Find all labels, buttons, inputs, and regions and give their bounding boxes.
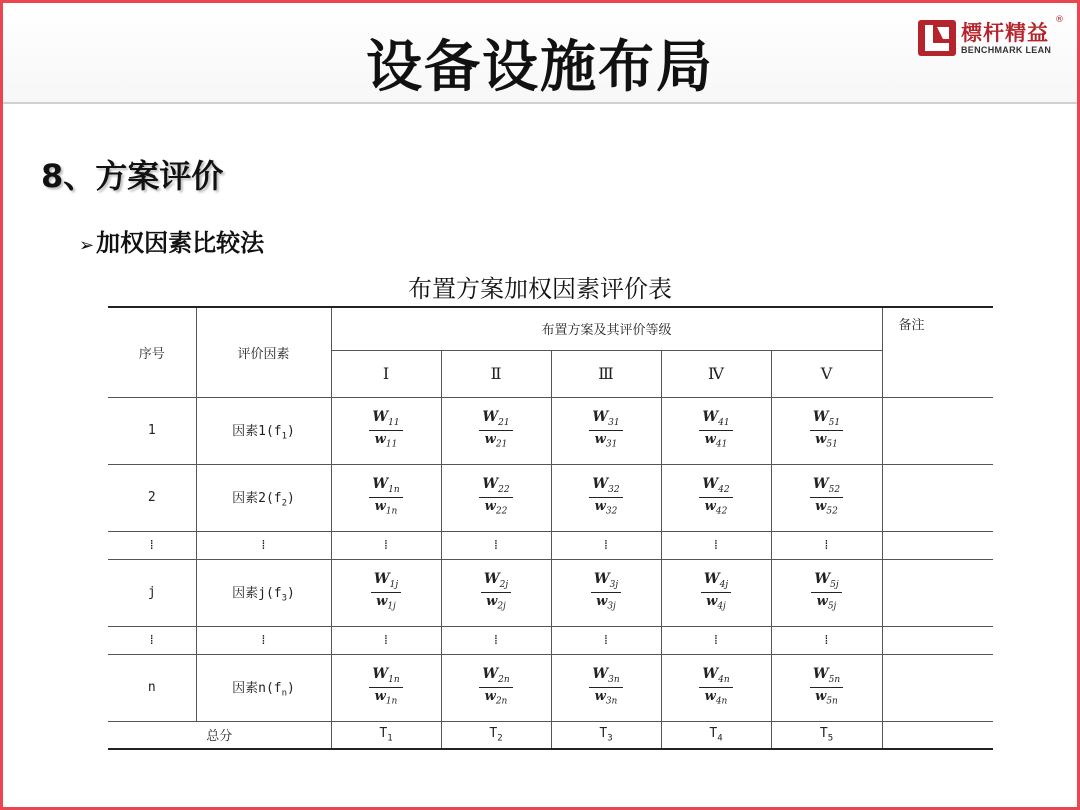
score-cell	[441, 559, 551, 626]
factor-close: )	[287, 680, 295, 696]
weight-symbol: w	[484, 689, 496, 705]
weighted-fraction	[810, 410, 843, 450]
weight-index: 2j	[497, 601, 506, 612]
factor-close: )	[287, 423, 295, 439]
factor-variable: j	[258, 585, 266, 601]
remark-cell	[882, 397, 993, 464]
row-seq: 2	[108, 464, 196, 531]
total-score-cell	[771, 721, 882, 749]
ellipsis-cell: ⁞	[551, 531, 661, 559]
total-symbol: T	[599, 725, 608, 741]
weight-index: 11	[385, 439, 398, 450]
weighted-score-symbol: W	[593, 571, 610, 588]
score-cell	[441, 397, 551, 464]
weighted-fraction	[701, 572, 731, 612]
factor-text: 因素	[232, 423, 259, 439]
factor-open: (f	[265, 423, 282, 439]
weighted-fraction	[479, 477, 512, 517]
fraction-numerator	[369, 667, 402, 688]
fraction-denominator	[589, 431, 622, 450]
weighted-fraction	[589, 667, 622, 707]
ellipsis-row	[108, 531, 993, 559]
weighted-score-symbol: W	[702, 409, 719, 426]
weighted-score-index: 3j	[609, 580, 619, 591]
total-score-cell	[441, 721, 551, 749]
weighted-fraction	[591, 572, 621, 612]
weight-symbol: w	[486, 594, 498, 610]
header-scheme-group: 布置方案及其评价等级	[331, 307, 882, 350]
score-cell	[551, 654, 661, 721]
header-remark: 备注	[882, 307, 993, 397]
weighted-fraction	[479, 667, 512, 707]
remark-cell	[882, 721, 993, 749]
score-cell	[661, 397, 771, 464]
fraction-denominator	[589, 498, 622, 517]
weighted-score-index: 52	[828, 485, 841, 496]
ellipsis-cell: ⁞	[771, 626, 882, 654]
weighted-score-index: 1n	[388, 485, 400, 496]
fraction-numerator	[589, 410, 622, 431]
fraction-numerator	[810, 410, 843, 431]
ellipsis-cell: ⁞	[196, 626, 331, 654]
weighted-score-index: 31	[608, 418, 620, 429]
table-row	[108, 654, 993, 721]
ellipsis-cell	[882, 626, 993, 654]
weighted-score-index: 1j	[389, 580, 399, 591]
ellipsis-cell: ⁞	[661, 531, 771, 559]
weighted-score-symbol: W	[814, 571, 831, 588]
score-cell	[551, 397, 661, 464]
weighted-score-symbol: W	[372, 409, 389, 426]
fraction-denominator	[479, 431, 512, 450]
header-scheme-4: Ⅳ	[661, 350, 771, 397]
fraction-numerator	[479, 477, 512, 498]
fraction-denominator	[369, 431, 402, 450]
fraction-denominator	[369, 688, 402, 707]
weight-symbol: w	[374, 689, 386, 705]
factor-variable: 1	[258, 423, 266, 439]
weight-symbol: w	[596, 594, 608, 610]
bullet-text: 加权因素比较法	[96, 229, 265, 257]
score-cell	[331, 397, 441, 464]
weight-symbol: w	[704, 499, 716, 515]
fraction-denominator	[369, 498, 402, 517]
fraction-denominator	[810, 498, 843, 517]
weighted-score-symbol: W	[812, 666, 829, 683]
ellipsis-cell: ⁞	[196, 531, 331, 559]
fraction-numerator	[810, 477, 843, 498]
score-cell	[551, 559, 661, 626]
weight-index: 32	[605, 506, 618, 517]
benchmark-logo-icon	[917, 19, 957, 57]
factor-text: 因素	[232, 490, 259, 506]
weight-index: 31	[605, 439, 618, 450]
weighted-fraction	[369, 477, 402, 517]
total-index: 4	[717, 733, 723, 744]
weighted-score-symbol: W	[482, 666, 499, 683]
score-cell	[771, 397, 882, 464]
weight-symbol: w	[374, 432, 386, 448]
row-factor	[196, 654, 331, 721]
weight-symbol: w	[815, 499, 827, 515]
row-factor	[196, 397, 331, 464]
score-cell	[441, 464, 551, 531]
score-cell	[771, 464, 882, 531]
weighted-score-index: 22	[498, 485, 510, 496]
ellipsis-row	[108, 626, 993, 654]
weighted-fraction	[699, 410, 732, 450]
weight-index: 42	[715, 506, 728, 517]
row-factor	[196, 559, 331, 626]
fraction-numerator	[479, 667, 512, 688]
fraction-denominator	[481, 593, 511, 612]
ellipsis-cell: ⁞	[441, 626, 551, 654]
weighted-fraction	[589, 477, 622, 517]
logo-english-text: BENCHMARK LEAN	[961, 45, 1052, 55]
fraction-denominator	[699, 688, 732, 707]
weighted-score-symbol: W	[812, 409, 829, 426]
factor-variable: 2	[258, 490, 266, 506]
header-scheme-2: Ⅱ	[441, 350, 551, 397]
fraction-denominator	[589, 688, 622, 707]
ellipsis-cell	[882, 531, 993, 559]
fraction-denominator	[479, 498, 512, 517]
factor-open: (f	[265, 585, 282, 601]
bullet-item	[79, 223, 264, 258]
fraction-numerator	[589, 667, 622, 688]
fraction-denominator	[810, 431, 843, 450]
weight-symbol: w	[704, 432, 716, 448]
weighted-fraction	[811, 572, 841, 612]
weighted-fraction	[589, 410, 622, 450]
weighted-fraction	[699, 477, 732, 517]
score-cell	[331, 654, 441, 721]
fraction-numerator	[371, 572, 401, 593]
weight-index: 52	[826, 506, 838, 517]
score-cell	[771, 654, 882, 721]
weighted-score-index: 4n	[718, 675, 730, 686]
weighted-score-index: 3n	[608, 675, 620, 686]
weighted-score-symbol: W	[812, 476, 829, 493]
total-score-cell	[551, 721, 661, 749]
weighted-score-index: 1n	[388, 675, 400, 686]
weighted-score-symbol: W	[703, 571, 720, 588]
row-factor	[196, 464, 331, 531]
total-label: 总分	[108, 721, 331, 749]
total-symbol: T	[489, 725, 498, 741]
factor-close: )	[287, 490, 295, 506]
weight-symbol: w	[704, 689, 716, 705]
weight-index: 3n	[605, 696, 618, 707]
fraction-numerator	[479, 410, 512, 431]
score-cell	[661, 464, 771, 531]
weight-symbol: w	[815, 689, 827, 705]
weighted-score-index: 42	[718, 485, 730, 496]
fraction-numerator	[369, 410, 402, 431]
score-cell	[551, 464, 661, 531]
fraction-numerator	[810, 667, 843, 688]
fraction-numerator	[699, 667, 732, 688]
factor-variable: n	[258, 680, 266, 696]
header-divider	[3, 102, 1077, 104]
arrow-bullet-icon: ➢	[79, 235, 95, 256]
row-seq: j	[108, 559, 196, 626]
factor-subscript: 2	[281, 498, 288, 509]
weight-index: 3j	[607, 601, 616, 612]
weight-symbol: w	[815, 432, 827, 448]
factor-text: 因素	[232, 680, 259, 696]
weight-symbol: w	[594, 689, 606, 705]
weight-index: 1n	[385, 506, 398, 517]
weighted-score-symbol: W	[483, 571, 500, 588]
weight-symbol: w	[594, 499, 606, 515]
fraction-numerator	[699, 410, 732, 431]
weight-index: 5n	[826, 696, 838, 707]
fraction-numerator	[589, 477, 622, 498]
total-row	[108, 721, 993, 749]
weighted-score-index: 2n	[498, 675, 510, 686]
logo-registered-mark: ®	[1055, 15, 1064, 25]
factor-close: )	[287, 585, 295, 601]
ellipsis-cell: ⁞	[331, 531, 441, 559]
weight-index: 41	[715, 439, 728, 450]
factor-subscript: 3	[281, 593, 288, 604]
fraction-denominator	[479, 688, 512, 707]
remark-cell	[882, 654, 993, 721]
total-index: 5	[827, 733, 834, 744]
weighted-score-index: 2j	[499, 580, 509, 591]
fraction-numerator	[369, 477, 402, 498]
header-scheme-3: Ⅲ	[551, 350, 661, 397]
fraction-numerator	[481, 572, 511, 593]
weighted-score-index: 11	[388, 418, 400, 429]
score-cell	[441, 654, 551, 721]
section-heading: 8、方案评价	[41, 157, 224, 195]
fraction-numerator	[811, 572, 841, 593]
ellipsis-cell: ⁞	[551, 626, 661, 654]
weight-index: 4n	[715, 696, 728, 707]
factor-subscript: n	[281, 688, 288, 699]
fraction-denominator	[371, 593, 401, 612]
score-cell	[661, 654, 771, 721]
factor-open: (f	[265, 490, 282, 506]
table-row	[108, 464, 993, 531]
row-seq: 1	[108, 397, 196, 464]
fraction-denominator	[699, 498, 732, 517]
weighted-score-index: 5n	[828, 675, 841, 686]
logo-chinese-text: 標杆精益	[961, 21, 1049, 45]
weight-index: 2n	[495, 696, 508, 707]
weight-symbol: w	[484, 499, 496, 515]
weight-symbol: w	[816, 594, 828, 610]
weighted-score-symbol: W	[373, 571, 390, 588]
weighted-score-symbol: W	[592, 476, 609, 493]
ellipsis-cell: ⁞	[108, 531, 196, 559]
weighted-fraction	[369, 410, 402, 450]
weighted-fraction	[479, 410, 512, 450]
fraction-numerator	[591, 572, 621, 593]
weighted-fraction	[371, 572, 401, 612]
factor-subscript: 1	[281, 431, 288, 442]
weighted-score-symbol: W	[482, 476, 499, 493]
ellipsis-cell: ⁞	[108, 626, 196, 654]
fraction-denominator	[699, 431, 732, 450]
fraction-denominator	[811, 593, 841, 612]
weighted-score-symbol: W	[592, 666, 609, 683]
weighted-score-symbol: W	[702, 666, 719, 683]
total-index: 1	[387, 733, 393, 744]
weighted-score-symbol: W	[372, 476, 389, 493]
weighted-score-index: 41	[718, 418, 730, 429]
score-cell	[771, 559, 882, 626]
total-score-cell	[661, 721, 771, 749]
total-index: 3	[607, 733, 613, 744]
weight-index: 4j	[717, 601, 726, 612]
weight-symbol: w	[594, 432, 606, 448]
fraction-denominator	[701, 593, 731, 612]
total-score-cell	[331, 721, 441, 749]
weight-index: 21	[495, 439, 508, 450]
weighted-score-index: 21	[498, 418, 510, 429]
weighted-fraction	[699, 667, 732, 707]
fraction-numerator	[699, 477, 732, 498]
table-row	[108, 397, 993, 464]
weight-symbol: w	[376, 594, 388, 610]
ellipsis-cell: ⁞	[771, 531, 882, 559]
weighted-fraction	[369, 667, 402, 707]
ellipsis-cell: ⁞	[661, 626, 771, 654]
header-scheme-5: Ⅴ	[771, 350, 882, 397]
total-symbol: T	[819, 725, 828, 741]
slide-title: 设备设施布局	[366, 35, 714, 100]
weighted-score-symbol: W	[592, 409, 609, 426]
weighted-score-symbol: W	[482, 409, 499, 426]
fraction-numerator	[701, 572, 731, 593]
table-title: 布置方案加权因素评价表	[408, 275, 672, 303]
weighted-fraction	[810, 667, 843, 707]
ellipsis-cell: ⁞	[441, 531, 551, 559]
row-seq: n	[108, 654, 196, 721]
evaluation-table	[108, 306, 993, 750]
score-cell	[661, 559, 771, 626]
weighted-score-symbol: W	[372, 666, 389, 683]
table-row	[108, 559, 993, 626]
header-seq: 序号	[108, 307, 196, 397]
total-symbol: T	[709, 725, 718, 741]
ellipsis-cell: ⁞	[331, 626, 441, 654]
factor-text: 因素	[232, 585, 259, 601]
total-symbol: T	[379, 725, 388, 741]
weighted-score-symbol: W	[702, 476, 719, 493]
weight-index: 22	[495, 506, 508, 517]
total-index: 2	[497, 733, 503, 744]
fraction-denominator	[591, 593, 621, 612]
weighted-fraction	[810, 477, 843, 517]
remark-cell	[882, 559, 993, 626]
weighted-fraction	[481, 572, 511, 612]
remark-cell	[882, 464, 993, 531]
weighted-score-index: 32	[608, 485, 620, 496]
weight-index: 1j	[387, 601, 396, 612]
weighted-score-index: 51	[828, 418, 841, 429]
weighted-score-index: 4j	[719, 580, 729, 591]
weight-symbol: w	[374, 499, 386, 515]
weight-index: 1n	[385, 696, 398, 707]
weighted-score-index: 5j	[830, 580, 839, 591]
weight-symbol: w	[706, 594, 718, 610]
weight-symbol: w	[484, 432, 496, 448]
score-cell	[331, 559, 441, 626]
score-cell	[331, 464, 441, 531]
header-factor: 评价因素	[196, 307, 331, 397]
header-scheme-1: Ⅰ	[331, 350, 441, 397]
fraction-denominator	[810, 688, 843, 707]
brand-logo	[917, 17, 1067, 63]
factor-open: (f	[265, 680, 282, 696]
weight-index: 5j	[827, 601, 837, 612]
weight-index: 51	[826, 439, 838, 450]
